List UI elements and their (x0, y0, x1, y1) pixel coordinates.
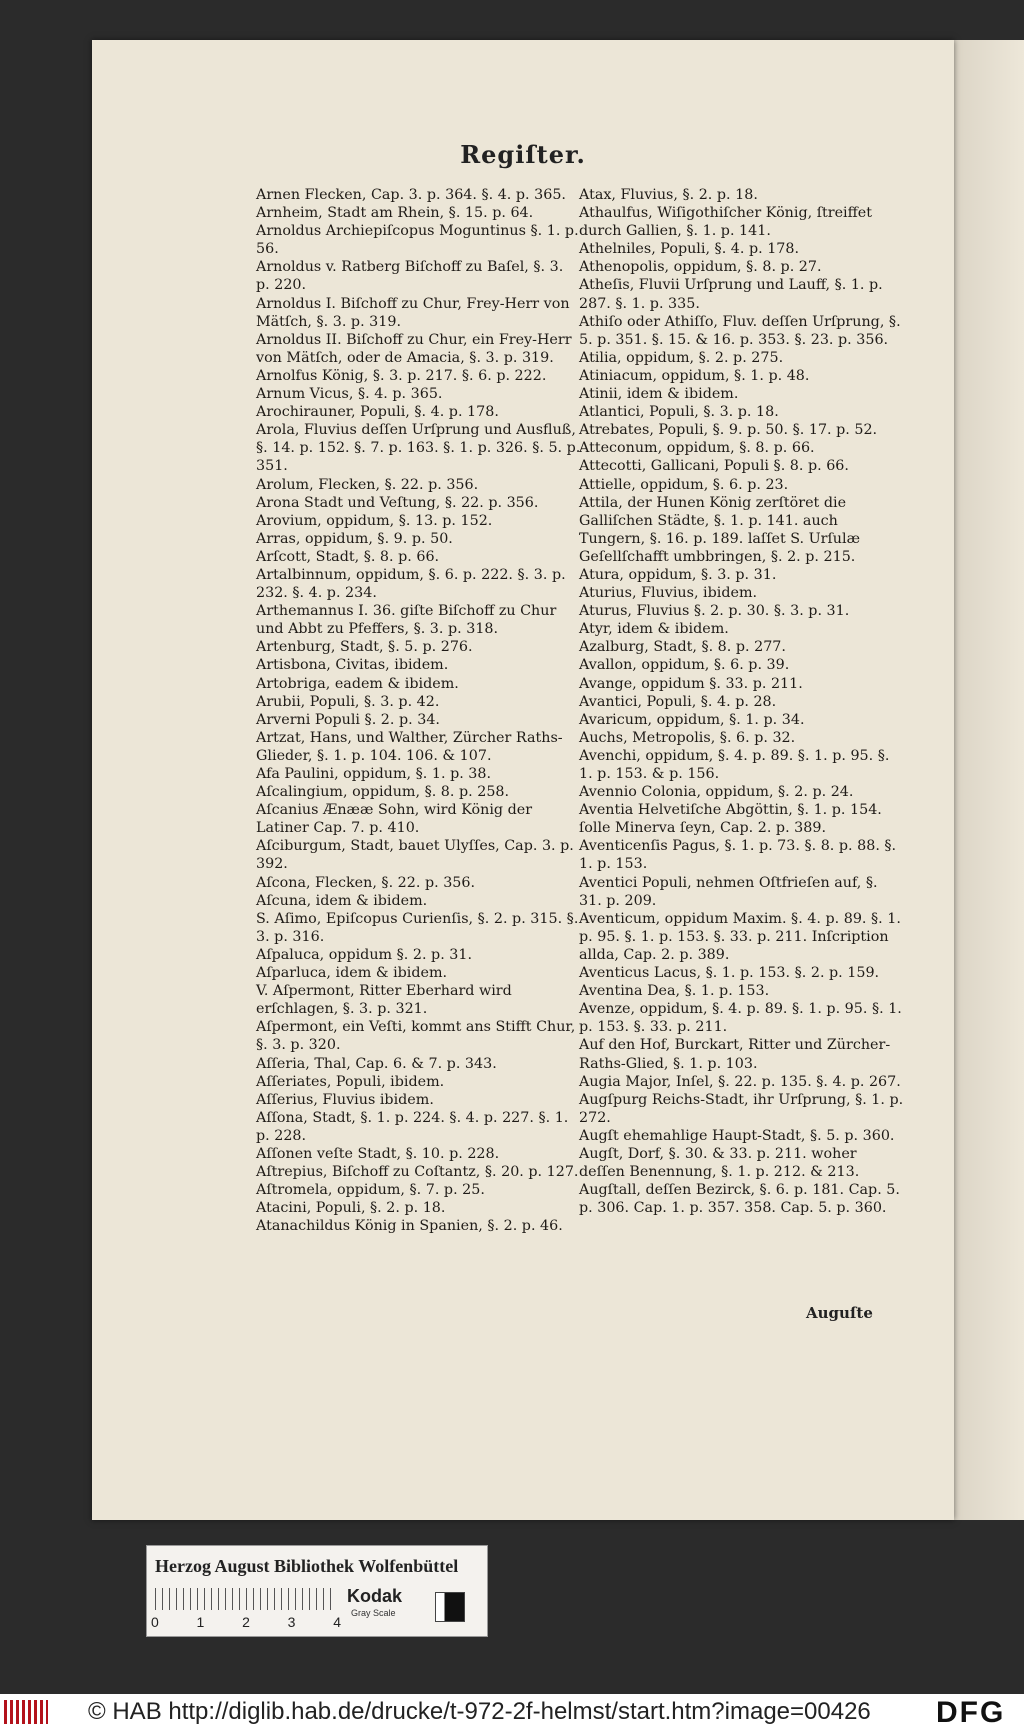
page-title: Regiſter. (460, 140, 586, 169)
index-entry: Attecotti, Gallicani, Populi §. 8. p. 66. (579, 458, 849, 475)
scale-number: 2 (242, 1614, 250, 1630)
index-entry: Aturus, Fluvius §. 2. p. 30. §. 3. p. 31. (579, 603, 850, 620)
index-entry: Athelniles, Populi, §. 4. p. 178. (579, 241, 800, 258)
index-entry: Auchs, Metropolis, §. 6. p. 32. (579, 729, 796, 746)
index-entry: Aventia Helvetiſche Abgöttin, §. 1. p. 154. ſolle Minerva ſeyn, Cap. 2. p. 389. (579, 802, 882, 837)
index-entry: Augſt ehemahlige Haupt-Stadt, §. 5. p. 360. (579, 1127, 895, 1144)
index-entry: Atheſis, Fluvii Urſprung und Lauff, §. 1. p. 287. §. 1. p. 335. (579, 277, 883, 312)
index-entry: Arnen Flecken, Cap. 3. p. 364. §. 4. p. 365. (256, 187, 566, 203)
index-entry: Artenburg, Stadt, §. 5. p. 276. (256, 639, 473, 656)
index-entry: Auf den Hof, Burckart, Ritter und Zürcher-Raths-Glied, §. 1. p. 103. (579, 1037, 891, 1072)
scale-number: 3 (287, 1614, 296, 1630)
gray-block-icon (435, 1592, 465, 1622)
index-entry: Arnoldus Archiepiſcopus Moguntinus §. 1. p. 56. (256, 223, 579, 258)
index-entry: Avange, oppidum §. 33. p. 211. (579, 675, 803, 692)
index-entry: Athenopolis, oppidum, §. 8. p. 27. (579, 259, 822, 276)
index-entry: Atax, Fluvius, §. 2. p. 18. (579, 187, 758, 203)
index-entry: Augſtall, deſſen Bezirck, §. 6. p. 181. Cap. 5. p. 306. Cap. 1. p. 357. 358. Cap. 5. p. 360. (579, 1182, 900, 1217)
index-entry: Arovium, oppidum, §. 13. p. 152. (256, 512, 493, 529)
index-entry: Arnoldus II. Biſchoff zu Chur, ein Frey-Herr von Mätſch, oder de Amacia, §. 3. p. 319. (256, 331, 572, 366)
index-entry: Aventicenſis Pagus, §. 1. p. 73. §. 8. p. 88. §. 1. p. 153. (579, 838, 897, 873)
index-entry: Augſpurg Reichs-Stadt, ihr Urſprung, §. 1. p. 272. (579, 1091, 904, 1126)
index-entry: Aventina Dea, §. 1. p. 153. (579, 983, 770, 1000)
index-entry: Aſſeriates, Populi, ibidem. (256, 1073, 445, 1090)
index-entry: Atura, oppidum, §. 3. p. 31. (579, 566, 777, 583)
index-entry: Atinii, idem & ibidem. (579, 386, 739, 403)
index-entry: Atteconum, oppidum, §. 8. p. 66. (579, 440, 815, 457)
institution-label: Herzog August Bibliothek Wolfenbüttel (155, 1556, 459, 1576)
index-entry: Athaulfus, Wiſigothiſcher König, ſtreiffet durch Gallien, §. 1. p. 141. (579, 205, 872, 240)
index-entry: Arras, oppidum, §. 9. p. 50. (256, 530, 453, 547)
index-entry: Attila, der Hunen König zerſtöret die Galliſchen Städte, §. 1. p. 141. auch Tungern, §. 16. p. 189. laſſet S. Urſulæ Geſellſchafft umbbringen, §. 2. p. 215. (579, 494, 861, 565)
scale-number: 4 (333, 1614, 341, 1630)
scale-ruler (155, 1588, 335, 1610)
index-entry: Arola, Fluvius deſſen Urſprung und Ausfluß, §. 14. p. 152. §. 7. p. 163. §. 1. p. 326. §. 5. p. 351. (256, 422, 581, 475)
index-column-right (579, 186, 904, 1217)
index-entry: Arolum, Flecken, §. 22. p. 356. (256, 476, 479, 493)
index-entry: Aſſona, Stadt, §. 1. p. 224. §. 4. p. 227. §. 1. p. 228. (256, 1109, 569, 1144)
index-entry: Aventici Populi, nehmen Oſtfrieſen auf, §. 31. p. 209. (579, 874, 878, 909)
index-entry: Arthemannus I. 36. giſte Biſchoff zu Chur und Abbt zu Pfeffers, §. 3. p. 318. (256, 603, 557, 638)
source-url[interactable]: © HAB http://diglib.hab.de/drucke/t-972-2f-helmst/start.htm?image=00426 (88, 1698, 871, 1725)
index-entry: Attielle, oppidum, §. 6. p. 23. (579, 476, 789, 493)
index-entry: Arubii, Populi, §. 3. p. 42. (256, 693, 440, 710)
index-entry: Atiniacum, oppidum, §. 1. p. 48. (579, 367, 810, 384)
index-entry: V. Aſpermont, Ritter Eberhard wird erſchlagen, §. 3. p. 321. (256, 983, 512, 1018)
index-entry: Avennio Colonia, oppidum, §. 2. p. 24. (579, 784, 854, 801)
index-entry: Arverni Populi §. 2. p. 34. (256, 711, 440, 728)
index-entry: Atilia, oppidum, §. 2. p. 275. (579, 349, 784, 366)
hab-logo-icon (4, 1700, 48, 1724)
index-entry: Athiſo oder Athiſſo, Fluv. deſſen Urſprung, §. 5. p. 351. §. 15. & 16. p. 353. §. 23. p. 356. (579, 313, 901, 348)
gray-scale-label: Gray Scale (351, 1608, 396, 1618)
index-entry: Augia Major, Inſel, §. 22. p. 135. §. 4. p. 267. (579, 1073, 901, 1090)
index-entry: Augſt, Dorf, §. 30. & 33. p. 211. woher deſſen Benennung, §. 1. p. 212. & 213. (579, 1145, 860, 1181)
scale-numbers (151, 1614, 341, 1630)
footer-bar (0, 1694, 1024, 1730)
index-entry: Aſcanius Ænææ Sohn, wird König der Latiner Cap. 7. p. 410. (256, 802, 533, 837)
index-entry: Aſſonen veſte Stadt, §. 10. p. 228. (256, 1145, 500, 1162)
index-entry: Arnolfus König, §. 3. p. 217. §. 6. p. 222. (256, 367, 547, 384)
index-entry: Avaricum, oppidum, §. 1. p. 34. (579, 711, 805, 728)
index-entry: Artisbona, Civitas, ibidem. (256, 657, 449, 674)
library-color-card (146, 1545, 488, 1637)
index-entry: Aventicum, oppidum Maxim. §. 4. p. 89. §. 1. p. 95. §. 1. p. 153. §. 33. p. 211. Inſcription allda, Cap. 2. p. 389. (579, 910, 901, 963)
catchword: Auguſte (806, 1304, 873, 1322)
index-entry: Avantici, Populi, §. 4. p. 28. (579, 693, 777, 710)
index-entry: Aturius, Fluvius, ibidem. (579, 585, 758, 602)
scale-number: 0 (151, 1614, 159, 1630)
index-column-left (256, 186, 581, 1235)
index-entry: Atanachildus König in Spanien, §. 2. p. 46. (256, 1218, 563, 1235)
index-entry: Atyr, idem & ibidem. (579, 621, 729, 638)
index-entry: Aſcalingium, oppidum, §. 8. p. 258. (256, 784, 510, 801)
index-entry: Azalburg, Stadt, §. 8. p. 277. (579, 639, 786, 656)
index-entry: Atrebates, Populi, §. 9. p. 50. §. 17. p. 52. (579, 422, 878, 439)
index-entry: Artalbinnum, oppidum, §. 6. p. 222. §. 3. p. 232. §. 4. p. 234. (256, 566, 566, 602)
index-entry: Arnoldus v. Ratberg Biſchoff zu Baſel, §. 3. p. 220. (256, 259, 564, 294)
index-entry: Arnum Vicus, §. 4. p. 365. (256, 386, 443, 403)
index-entry: Avenze, oppidum, §. 4. p. 89. §. 1. p. 95. §. 1. p. 153. §. 33. p. 211. (579, 1001, 902, 1036)
index-entry: Arnheim, Stadt am Rhein, §. 15. p. 64. (256, 205, 534, 222)
index-entry: Aſtromela, oppidum, §. 7. p. 25. (256, 1182, 485, 1199)
index-entry: S. Aſimo, Epiſcopus Curienſis, §. 2. p. 315. §. 3. p. 316. (256, 910, 579, 945)
book-page (92, 40, 954, 1520)
index-entry: Artobriga, eadem & ibidem. (256, 675, 459, 692)
index-entry: Aſparluca, idem & ibidem. (256, 965, 448, 982)
index-entry: Artzat, Hans, und Walther, Zürcher Raths-Glieder, §. 1. p. 104. 106. & 107. (256, 729, 563, 764)
index-entry: Aventicus Lacus, §. 1. p. 153. §. 2. p. 159. (579, 965, 880, 982)
kodak-label: Kodak (347, 1586, 403, 1606)
index-entry: Aſcona, Flecken, §. 22. p. 356. (256, 874, 476, 891)
index-entry: Arona Stadt und Veſtung, §. 22. p. 356. (256, 494, 539, 511)
index-entry: Aſpaluca, oppidum §. 2. p. 31. (256, 946, 473, 963)
index-entry: Atacini, Populi, §. 2. p. 18. (256, 1200, 446, 1217)
index-entry: Aſpermont, ein Veſti, kommt ans Stifft Chur, §. 3. p. 320. (256, 1019, 576, 1054)
index-entry: Atlantici, Populi, §. 3. p. 18. (579, 404, 779, 421)
index-entry: Avallon, oppidum, §. 6. p. 39. (579, 657, 790, 674)
index-entry: Avenchi, oppidum, §. 4. p. 89. §. 1. p. 95. §. 1. p. 153. & p. 156. (579, 747, 890, 782)
scale-number: 1 (196, 1614, 205, 1630)
dfg-logo: DFG (936, 1696, 1006, 1729)
index-entry: Aſcuna, idem & ibidem. (256, 892, 428, 909)
index-entry: Arnoldus I. Biſchoff zu Chur, Frey-Herr von Mätſch, §. 3. p. 319. (256, 295, 570, 330)
index-entry: Afa Paulini, oppidum, §. 1. p. 38. (256, 766, 492, 782)
index-entry: Aſciburgum, Stadt, bauet Ulyſſes, Cap. 3. p. 392. (256, 838, 574, 873)
index-entry: Arſcott, Stadt, §. 8. p. 66. (256, 548, 440, 565)
index-entry: Aſſerius, Fluvius ibidem. (256, 1091, 434, 1108)
index-entry: Arochirauner, Populi, §. 4. p. 178. (256, 404, 499, 421)
index-entry: Aſtrepius, Biſchoff zu Coſtantz, §. 20. p. 127. (256, 1164, 579, 1181)
index-entry: Aſſeria, Thal, Cap. 6. & 7. p. 343. (256, 1055, 497, 1072)
